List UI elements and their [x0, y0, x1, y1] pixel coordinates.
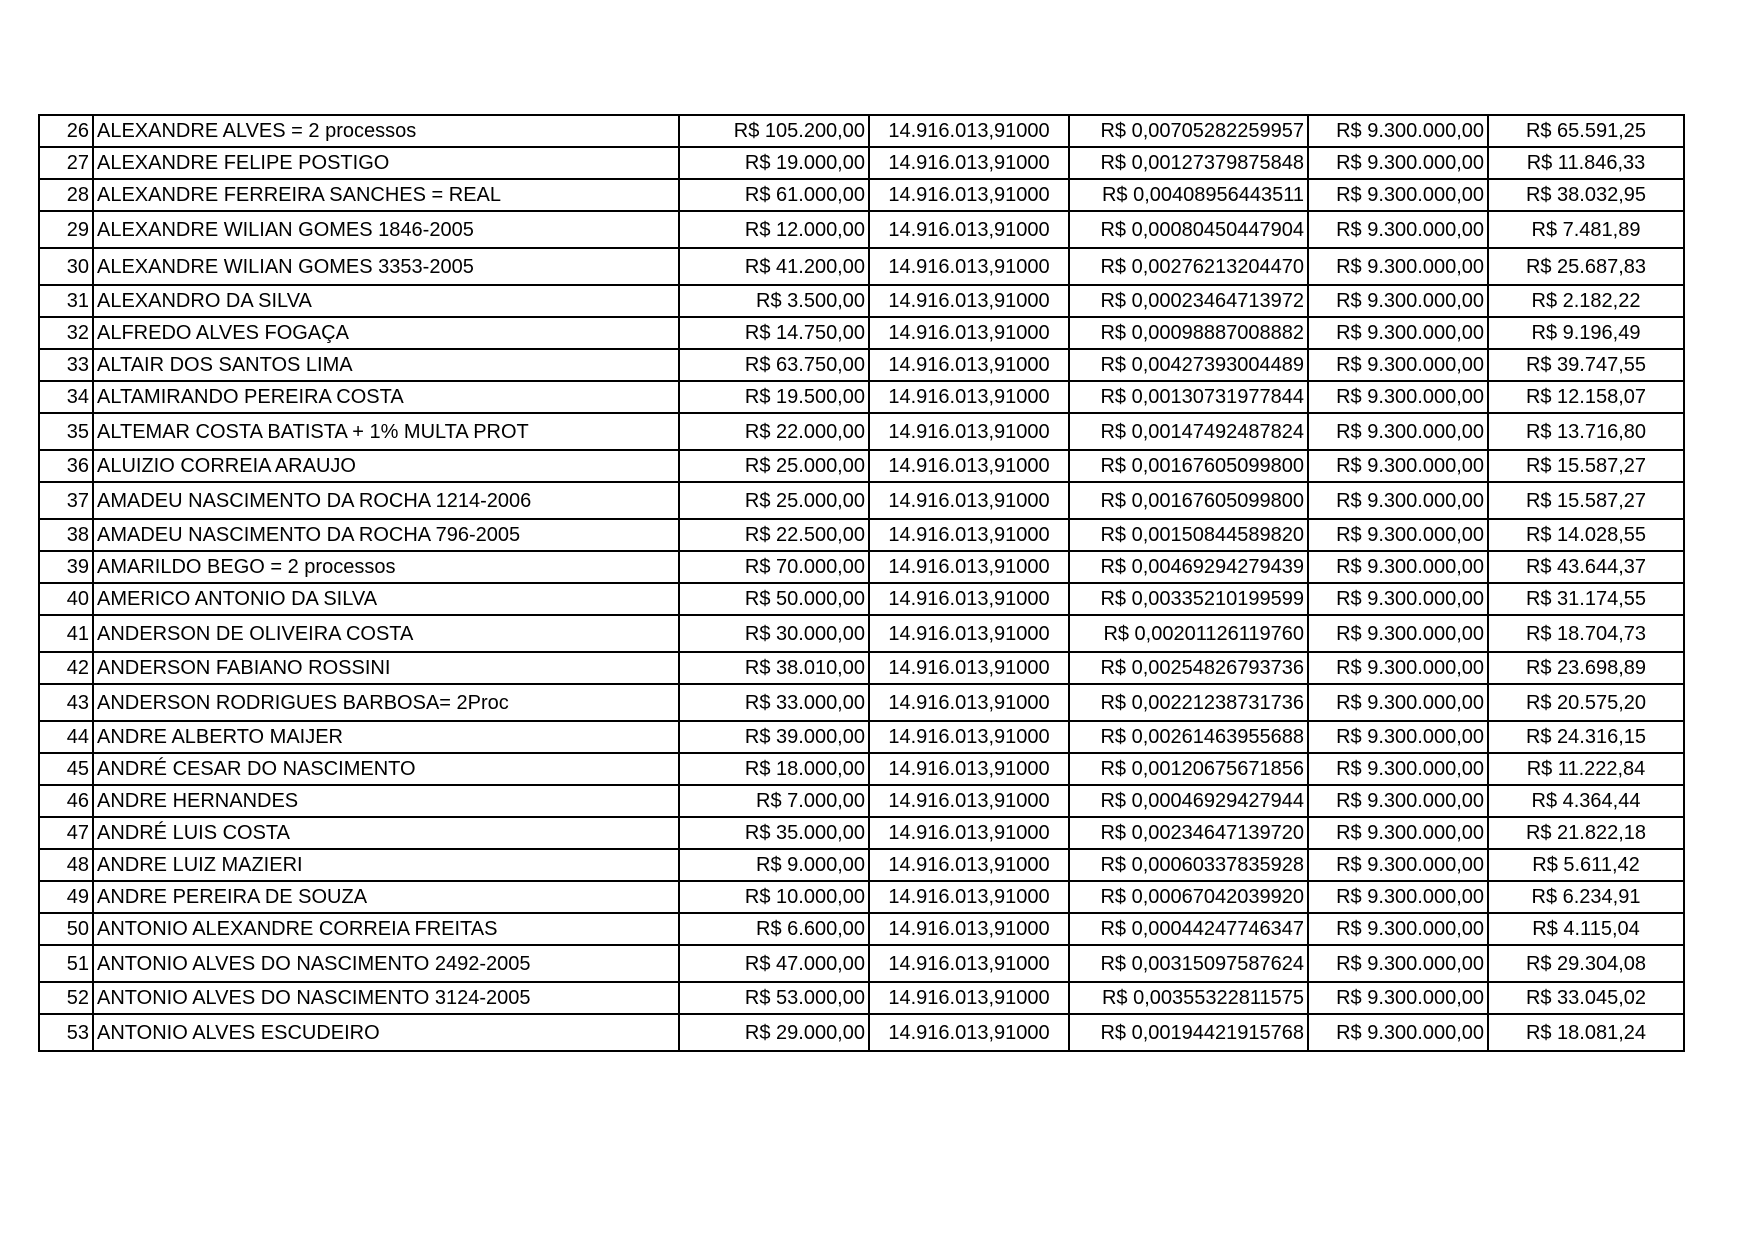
total-credits-cell: 14.916.013,91000: [869, 652, 1069, 684]
creditor-name-cell: ALTEMAR COSTA BATISTA + 1% MULTA PROT: [93, 413, 679, 450]
credit-amount-cell: R$ 10.000,00: [679, 881, 869, 913]
row-number-cell: 30: [39, 248, 93, 285]
credit-amount-cell: R$ 53.000,00: [679, 982, 869, 1014]
creditor-table: [38, 114, 1685, 1052]
available-total-cell: R$ 9.300.000,00: [1308, 849, 1488, 881]
credit-amount-cell: R$ 3.500,00: [679, 285, 869, 317]
creditor-name-cell: ALEXANDRE WILIAN GOMES 3353-2005: [93, 248, 679, 285]
row-number-cell: 37: [39, 482, 93, 519]
available-total-cell: R$ 9.300.000,00: [1308, 211, 1488, 248]
table-row: [39, 179, 1684, 211]
creditor-name-cell: ALEXANDRE FELIPE POSTIGO: [93, 147, 679, 179]
row-number-cell: 45: [39, 753, 93, 785]
credit-amount-cell: R$ 39.000,00: [679, 721, 869, 753]
allocated-share-cell: R$ 14.028,55: [1488, 519, 1684, 551]
available-total-cell: R$ 9.300.000,00: [1308, 179, 1488, 211]
allocated-share-cell: R$ 43.644,37: [1488, 551, 1684, 583]
credit-amount-cell: R$ 41.200,00: [679, 248, 869, 285]
total-credits-cell: 14.916.013,91000: [869, 615, 1069, 652]
row-number-cell: 29: [39, 211, 93, 248]
table-row: [39, 211, 1684, 248]
proportion-cell: R$ 0,00335210199599: [1069, 583, 1308, 615]
total-credits-cell: 14.916.013,91000: [869, 381, 1069, 413]
total-credits-cell: 14.916.013,91000: [869, 817, 1069, 849]
row-number-cell: 33: [39, 349, 93, 381]
total-credits-cell: 14.916.013,91000: [869, 317, 1069, 349]
credit-amount-cell: R$ 25.000,00: [679, 450, 869, 482]
proportion-cell: R$ 0,00408956443511: [1069, 179, 1308, 211]
proportion-cell: R$ 0,00120675671856: [1069, 753, 1308, 785]
total-credits-cell: 14.916.013,91000: [869, 1014, 1069, 1051]
allocated-share-cell: R$ 31.174,55: [1488, 583, 1684, 615]
row-number-cell: 39: [39, 551, 93, 583]
total-credits-cell: 14.916.013,91000: [869, 211, 1069, 248]
total-credits-cell: 14.916.013,91000: [869, 285, 1069, 317]
total-credits-cell: 14.916.013,91000: [869, 413, 1069, 450]
row-number-cell: 36: [39, 450, 93, 482]
credit-amount-cell: R$ 70.000,00: [679, 551, 869, 583]
proportion-cell: R$ 0,00194421915768: [1069, 1014, 1308, 1051]
credit-amount-cell: R$ 22.500,00: [679, 519, 869, 551]
available-total-cell: R$ 9.300.000,00: [1308, 583, 1488, 615]
available-total-cell: R$ 9.300.000,00: [1308, 381, 1488, 413]
proportion-cell: R$ 0,00261463955688: [1069, 721, 1308, 753]
available-total-cell: R$ 9.300.000,00: [1308, 450, 1488, 482]
table-row: [39, 450, 1684, 482]
available-total-cell: R$ 9.300.000,00: [1308, 551, 1488, 583]
available-total-cell: R$ 9.300.000,00: [1308, 1014, 1488, 1051]
total-credits-cell: 14.916.013,91000: [869, 849, 1069, 881]
allocated-share-cell: R$ 39.747,55: [1488, 349, 1684, 381]
total-credits-cell: 14.916.013,91000: [869, 482, 1069, 519]
available-total-cell: R$ 9.300.000,00: [1308, 881, 1488, 913]
creditor-name-cell: ANTONIO ALEXANDRE CORREIA FREITAS: [93, 913, 679, 945]
proportion-cell: R$ 0,00167605099800: [1069, 450, 1308, 482]
row-number-cell: 46: [39, 785, 93, 817]
creditor-name-cell: AMERICO ANTONIO DA SILVA: [93, 583, 679, 615]
total-credits-cell: 14.916.013,91000: [869, 248, 1069, 285]
available-total-cell: R$ 9.300.000,00: [1308, 248, 1488, 285]
proportion-cell: R$ 0,00147492487824: [1069, 413, 1308, 450]
available-total-cell: R$ 9.300.000,00: [1308, 147, 1488, 179]
table-row: [39, 982, 1684, 1014]
row-number-cell: 40: [39, 583, 93, 615]
allocated-share-cell: R$ 12.158,07: [1488, 381, 1684, 413]
proportion-cell: R$ 0,00023464713972: [1069, 285, 1308, 317]
table-row: [39, 684, 1684, 721]
credit-amount-cell: R$ 7.000,00: [679, 785, 869, 817]
total-credits-cell: 14.916.013,91000: [869, 583, 1069, 615]
row-number-cell: 32: [39, 317, 93, 349]
proportion-cell: R$ 0,00167605099800: [1069, 482, 1308, 519]
row-number-cell: 53: [39, 1014, 93, 1051]
allocated-share-cell: R$ 29.304,08: [1488, 945, 1684, 982]
creditor-name-cell: ANDRE LUIZ MAZIERI: [93, 849, 679, 881]
credit-amount-cell: R$ 22.000,00: [679, 413, 869, 450]
creditor-name-cell: ANDRE HERNANDES: [93, 785, 679, 817]
creditor-name-cell: AMARILDO BEGO = 2 processos: [93, 551, 679, 583]
proportion-cell: R$ 0,00067042039920: [1069, 881, 1308, 913]
table-row: [39, 115, 1684, 147]
allocated-share-cell: R$ 21.822,18: [1488, 817, 1684, 849]
row-number-cell: 50: [39, 913, 93, 945]
allocated-share-cell: R$ 5.611,42: [1488, 849, 1684, 881]
total-credits-cell: 14.916.013,91000: [869, 982, 1069, 1014]
allocated-share-cell: R$ 13.716,80: [1488, 413, 1684, 450]
credit-amount-cell: R$ 33.000,00: [679, 684, 869, 721]
total-credits-cell: 14.916.013,91000: [869, 349, 1069, 381]
creditor-name-cell: AMADEU NASCIMENTO DA ROCHA 1214-2006: [93, 482, 679, 519]
row-number-cell: 34: [39, 381, 93, 413]
credit-amount-cell: R$ 105.200,00: [679, 115, 869, 147]
row-number-cell: 47: [39, 817, 93, 849]
credit-amount-cell: R$ 18.000,00: [679, 753, 869, 785]
available-total-cell: R$ 9.300.000,00: [1308, 285, 1488, 317]
proportion-cell: R$ 0,00130731977844: [1069, 381, 1308, 413]
total-credits-cell: 14.916.013,91000: [869, 684, 1069, 721]
proportion-cell: R$ 0,00315097587624: [1069, 945, 1308, 982]
table-row: [39, 583, 1684, 615]
total-credits-cell: 14.916.013,91000: [869, 753, 1069, 785]
table-row: [39, 248, 1684, 285]
table-row: [39, 349, 1684, 381]
creditor-name-cell: ANTONIO ALVES ESCUDEIRO: [93, 1014, 679, 1051]
allocated-share-cell: R$ 23.698,89: [1488, 652, 1684, 684]
row-number-cell: 26: [39, 115, 93, 147]
table-row: [39, 849, 1684, 881]
credit-amount-cell: R$ 38.010,00: [679, 652, 869, 684]
allocated-share-cell: R$ 11.222,84: [1488, 753, 1684, 785]
creditor-name-cell: ALTAMIRANDO PEREIRA COSTA: [93, 381, 679, 413]
credit-amount-cell: R$ 47.000,00: [679, 945, 869, 982]
credit-amount-cell: R$ 25.000,00: [679, 482, 869, 519]
proportion-cell: R$ 0,00234647139720: [1069, 817, 1308, 849]
table-row: [39, 1014, 1684, 1051]
proportion-cell: R$ 0,00254826793736: [1069, 652, 1308, 684]
available-total-cell: R$ 9.300.000,00: [1308, 785, 1488, 817]
table-row: [39, 413, 1684, 450]
creditor-name-cell: ALEXANDRO DA SILVA: [93, 285, 679, 317]
table-row: [39, 147, 1684, 179]
credit-amount-cell: R$ 6.600,00: [679, 913, 869, 945]
available-total-cell: R$ 9.300.000,00: [1308, 652, 1488, 684]
row-number-cell: 27: [39, 147, 93, 179]
proportion-cell: R$ 0,00046929427944: [1069, 785, 1308, 817]
total-credits-cell: 14.916.013,91000: [869, 551, 1069, 583]
total-credits-cell: 14.916.013,91000: [869, 519, 1069, 551]
table-row: [39, 753, 1684, 785]
table-row: [39, 913, 1684, 945]
proportion-cell: R$ 0,00060337835928: [1069, 849, 1308, 881]
credit-amount-cell: R$ 9.000,00: [679, 849, 869, 881]
proportion-cell: R$ 0,00355322811575: [1069, 982, 1308, 1014]
creditor-name-cell: ANDRE PEREIRA DE SOUZA: [93, 881, 679, 913]
credit-amount-cell: R$ 29.000,00: [679, 1014, 869, 1051]
total-credits-cell: 14.916.013,91000: [869, 913, 1069, 945]
creditor-name-cell: ANDRE ALBERTO MAIJER: [93, 721, 679, 753]
proportion-cell: R$ 0,00127379875848: [1069, 147, 1308, 179]
proportion-cell: R$ 0,00469294279439: [1069, 551, 1308, 583]
available-total-cell: R$ 9.300.000,00: [1308, 317, 1488, 349]
available-total-cell: R$ 9.300.000,00: [1308, 684, 1488, 721]
row-number-cell: 31: [39, 285, 93, 317]
row-number-cell: 35: [39, 413, 93, 450]
creditor-name-cell: ANDRÉ LUIS COSTA: [93, 817, 679, 849]
total-credits-cell: 14.916.013,91000: [869, 721, 1069, 753]
allocated-share-cell: R$ 15.587,27: [1488, 450, 1684, 482]
creditor-name-cell: AMADEU NASCIMENTO DA ROCHA 796-2005: [93, 519, 679, 551]
table-row: [39, 615, 1684, 652]
proportion-cell: R$ 0,00044247746347: [1069, 913, 1308, 945]
table-row: [39, 881, 1684, 913]
available-total-cell: R$ 9.300.000,00: [1308, 817, 1488, 849]
allocated-share-cell: R$ 38.032,95: [1488, 179, 1684, 211]
total-credits-cell: 14.916.013,91000: [869, 450, 1069, 482]
allocated-share-cell: R$ 24.316,15: [1488, 721, 1684, 753]
available-total-cell: R$ 9.300.000,00: [1308, 349, 1488, 381]
credit-amount-cell: R$ 30.000,00: [679, 615, 869, 652]
total-credits-cell: 14.916.013,91000: [869, 147, 1069, 179]
credit-amount-cell: R$ 63.750,00: [679, 349, 869, 381]
row-number-cell: 41: [39, 615, 93, 652]
allocated-share-cell: R$ 33.045,02: [1488, 982, 1684, 1014]
available-total-cell: R$ 9.300.000,00: [1308, 482, 1488, 519]
allocated-share-cell: R$ 18.081,24: [1488, 1014, 1684, 1051]
credit-amount-cell: R$ 61.000,00: [679, 179, 869, 211]
proportion-cell: R$ 0,00221238731736: [1069, 684, 1308, 721]
table-row: [39, 721, 1684, 753]
total-credits-cell: 14.916.013,91000: [869, 785, 1069, 817]
proportion-cell: R$ 0,00705282259957: [1069, 115, 1308, 147]
allocated-share-cell: R$ 6.234,91: [1488, 881, 1684, 913]
allocated-share-cell: R$ 4.364,44: [1488, 785, 1684, 817]
creditor-name-cell: ANDERSON FABIANO ROSSINI: [93, 652, 679, 684]
creditor-name-cell: ANDRÉ CESAR DO NASCIMENTO: [93, 753, 679, 785]
row-number-cell: 28: [39, 179, 93, 211]
table-row: [39, 482, 1684, 519]
available-total-cell: R$ 9.300.000,00: [1308, 413, 1488, 450]
allocated-share-cell: R$ 20.575,20: [1488, 684, 1684, 721]
allocated-share-cell: R$ 18.704,73: [1488, 615, 1684, 652]
credit-amount-cell: R$ 19.000,00: [679, 147, 869, 179]
available-total-cell: R$ 9.300.000,00: [1308, 913, 1488, 945]
available-total-cell: R$ 9.300.000,00: [1308, 982, 1488, 1014]
credit-amount-cell: R$ 14.750,00: [679, 317, 869, 349]
table-row: [39, 317, 1684, 349]
proportion-cell: R$ 0,00098887008882: [1069, 317, 1308, 349]
table-row: [39, 652, 1684, 684]
allocated-share-cell: R$ 65.591,25: [1488, 115, 1684, 147]
creditor-name-cell: ALUIZIO CORREIA ARAUJO: [93, 450, 679, 482]
proportion-cell: R$ 0,00201126119760: [1069, 615, 1308, 652]
row-number-cell: 48: [39, 849, 93, 881]
table-row: [39, 817, 1684, 849]
total-credits-cell: 14.916.013,91000: [869, 881, 1069, 913]
creditor-name-cell: ALTAIR DOS SANTOS LIMA: [93, 349, 679, 381]
allocated-share-cell: R$ 25.687,83: [1488, 248, 1684, 285]
creditor-name-cell: ANDERSON DE OLIVEIRA COSTA: [93, 615, 679, 652]
available-total-cell: R$ 9.300.000,00: [1308, 945, 1488, 982]
allocated-share-cell: R$ 4.115,04: [1488, 913, 1684, 945]
available-total-cell: R$ 9.300.000,00: [1308, 721, 1488, 753]
credit-amount-cell: R$ 12.000,00: [679, 211, 869, 248]
allocated-share-cell: R$ 15.587,27: [1488, 482, 1684, 519]
total-credits-cell: 14.916.013,91000: [869, 115, 1069, 147]
row-number-cell: 44: [39, 721, 93, 753]
table-row: [39, 551, 1684, 583]
available-total-cell: R$ 9.300.000,00: [1308, 753, 1488, 785]
proportion-cell: R$ 0,00080450447904: [1069, 211, 1308, 248]
credit-amount-cell: R$ 19.500,00: [679, 381, 869, 413]
creditor-name-cell: ANTONIO ALVES DO NASCIMENTO 2492-2005: [93, 945, 679, 982]
allocated-share-cell: R$ 7.481,89: [1488, 211, 1684, 248]
table-row: [39, 519, 1684, 551]
row-number-cell: 38: [39, 519, 93, 551]
table-row: [39, 381, 1684, 413]
row-number-cell: 43: [39, 684, 93, 721]
credit-amount-cell: R$ 50.000,00: [679, 583, 869, 615]
creditor-name-cell: ALEXANDRE WILIAN GOMES 1846-2005: [93, 211, 679, 248]
table-row: [39, 785, 1684, 817]
creditor-name-cell: ANDERSON RODRIGUES BARBOSA= 2Proc: [93, 684, 679, 721]
proportion-cell: R$ 0,00276213204470: [1069, 248, 1308, 285]
available-total-cell: R$ 9.300.000,00: [1308, 615, 1488, 652]
available-total-cell: R$ 9.300.000,00: [1308, 519, 1488, 551]
credit-amount-cell: R$ 35.000,00: [679, 817, 869, 849]
row-number-cell: 51: [39, 945, 93, 982]
total-credits-cell: 14.916.013,91000: [869, 179, 1069, 211]
creditor-name-cell: ALEXANDRE ALVES = 2 processos: [93, 115, 679, 147]
table-body: [39, 115, 1684, 1051]
proportion-cell: R$ 0,00427393004489: [1069, 349, 1308, 381]
creditor-name-cell: ANTONIO ALVES DO NASCIMENTO 3124-2005: [93, 982, 679, 1014]
allocated-share-cell: R$ 11.846,33: [1488, 147, 1684, 179]
allocated-share-cell: R$ 9.196,49: [1488, 317, 1684, 349]
total-credits-cell: 14.916.013,91000: [869, 945, 1069, 982]
row-number-cell: 52: [39, 982, 93, 1014]
proportion-cell: R$ 0,00150844589820: [1069, 519, 1308, 551]
row-number-cell: 49: [39, 881, 93, 913]
creditor-name-cell: ALFREDO ALVES FOGAÇA: [93, 317, 679, 349]
allocated-share-cell: R$ 2.182,22: [1488, 285, 1684, 317]
creditor-name-cell: ALEXANDRE FERREIRA SANCHES = REAL: [93, 179, 679, 211]
table-row: [39, 285, 1684, 317]
available-total-cell: R$ 9.300.000,00: [1308, 115, 1488, 147]
row-number-cell: 42: [39, 652, 93, 684]
table-row: [39, 945, 1684, 982]
